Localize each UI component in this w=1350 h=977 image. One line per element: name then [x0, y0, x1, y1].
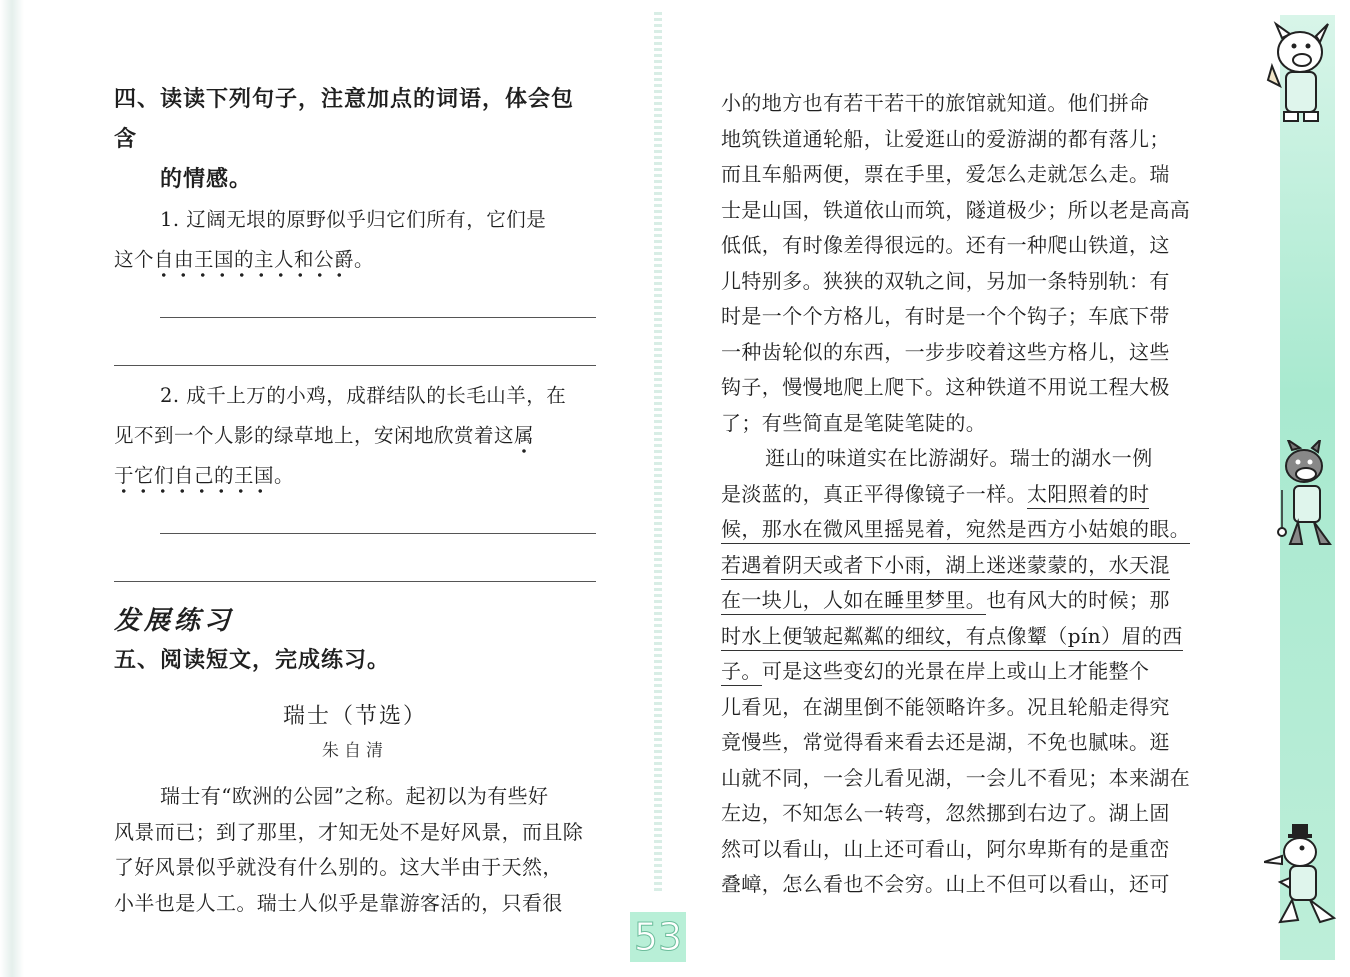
section5-title: 五、阅读短文，完成练习。 [114, 648, 391, 673]
section4-title-line2: 的情感。 [160, 167, 253, 192]
text-line: 叠嶂，怎么看也不会穷。山上不但可以看山，还可 [721, 872, 1170, 896]
question-2 [114, 376, 596, 496]
question-1 [114, 200, 596, 280]
underlined-text: 子。 [721, 659, 762, 686]
q2-line2 [114, 416, 596, 456]
text-span: 也有风大的时候；那 [986, 588, 1170, 612]
article-body-left [114, 779, 596, 921]
q2-emphasized-char: 属 [514, 424, 534, 455]
text-line: 钩子，慢慢地爬上爬下。这种铁道不用说工程大极 [721, 375, 1170, 399]
underlined-text: 时水上便皱起粼粼的细纹，有点像颦（pín）眉的西 [721, 624, 1183, 651]
text-line: 低低，有时像差得很远的。还有一种爬山铁道，这 [721, 233, 1170, 257]
text-line: 了；有些简直是笔陡笔陡的。 [721, 410, 987, 435]
text-line [721, 654, 1201, 690]
underlined-text: 太阳照着的时 [1027, 482, 1149, 509]
text-line: 竟慢些，常觉得看来看去还是湖，不免也腻味。逛 [721, 730, 1170, 754]
wolf-mascot-icon [1268, 440, 1338, 550]
text-line: 左边，不知怎么一转弯，忽然挪到右边了。湖上固 [721, 801, 1170, 825]
q2-emphasized-words: 于它们自己的王国 [114, 464, 274, 495]
article-author: 朱自清 [322, 741, 388, 761]
text-line [721, 583, 1201, 619]
underlined-text: 在一块儿，人如在睡里梦里。 [721, 588, 986, 615]
left-page [114, 80, 596, 921]
text-line: 小的地方也有若干若干的旅馆就知道。他们拼命 [721, 91, 1150, 115]
text-line: 士是山国，铁道依山而筑，隧道极少；所以老是高高 [721, 197, 1191, 222]
paragraph-1 [721, 86, 1201, 441]
section4-title [114, 80, 596, 200]
q1-emphasized-words: 自由王国的主人和公爵 [154, 248, 354, 279]
underlined-text: 若遇着阴天或者下小雨，湖上迷迷蒙蒙的，水天混 [721, 553, 1170, 580]
text-line [721, 548, 1201, 584]
pig-mascot-icon [1258, 20, 1338, 125]
text-line [721, 619, 1201, 655]
text-line: 逛山的味道实在比游湖好。瑞士的湖水一例 [765, 446, 1153, 470]
text-line: 地筑铁道通轮船，让爱逛山的爱游湖的都有落儿； [721, 126, 1170, 151]
text-line: 一种齿轮似的东西，一步步咬着这些方格儿，这些 [721, 339, 1170, 364]
underlined-text: 候，那水在微风里摇晃着，宛然是西方小姑娘的眼。 [721, 517, 1190, 544]
article-line: 瑞士有“欧洲的公园”之称。起初以为有些好 [160, 784, 549, 808]
develop-heading: 发展练习 [114, 606, 235, 636]
q2-line1: 2. 成千上万的小鸡，成群结队的长毛山羊，在 [160, 384, 567, 407]
right-page [721, 86, 1201, 903]
article-line: 风景而已；到了那里，才知无处不是好风景，而且除 [114, 819, 584, 844]
text-line [721, 512, 1201, 548]
text-span: 是淡蓝的，真正平得像镜子一样。 [721, 481, 1027, 506]
page-number: 53 [630, 912, 686, 962]
text-line: 儿特别多。狭狭的双轨之间，另加一条特别轨：有 [721, 268, 1170, 293]
q1-line1: 1. 辽阔无垠的原野似乎归它们所有，它们是 [160, 208, 547, 231]
text-span: 可是这些变幻的光景在岸上或山上才能整个 [761, 659, 1150, 683]
q1-line2 [114, 240, 596, 280]
book-gutter [654, 12, 662, 892]
left-page-edge [0, 0, 24, 977]
article-line: 小半也是人工。瑞士人似乎是靠游客活的，只看很 [114, 890, 563, 915]
text-line: 时是一个个方格儿，有时是一个个钩子；车底下带 [721, 304, 1170, 328]
text-line: 山就不同，一会儿看见湖，一会儿不看见；本来湖在 [721, 765, 1191, 790]
q2-post: 。 [274, 464, 295, 487]
q2-line2-text: 见不到一个人影的绿草地上，安闲地欣赏着这 [114, 424, 515, 447]
text-line: 而且车船两便，票在手里，爱怎么走就怎么走。瑞 [721, 162, 1170, 186]
answer-line-2b[interactable] [114, 580, 596, 582]
paragraph-2 [721, 441, 1201, 903]
q1-post: 。 [354, 248, 375, 271]
text-line: 然可以看山，山上还可看山，阿尔卑斯有的是重峦 [721, 836, 1170, 861]
text-line: 儿看见，在湖里倒不能领略许多。况且轮船走得究 [721, 694, 1170, 719]
duck-mascot-icon [1264, 822, 1340, 927]
article-line: 了好风景似乎就没有什么别的。这大半由于天然， [114, 855, 563, 879]
section4-title-line1: 四、读读下列句子，注意加点的词语，体会包含 [114, 87, 575, 152]
q1-pre: 这个 [114, 248, 155, 271]
answer-line-1b[interactable] [114, 364, 596, 366]
q2-line3 [114, 456, 596, 496]
text-line [721, 477, 1201, 513]
article-title: 瑞士（节选） [282, 704, 427, 729]
